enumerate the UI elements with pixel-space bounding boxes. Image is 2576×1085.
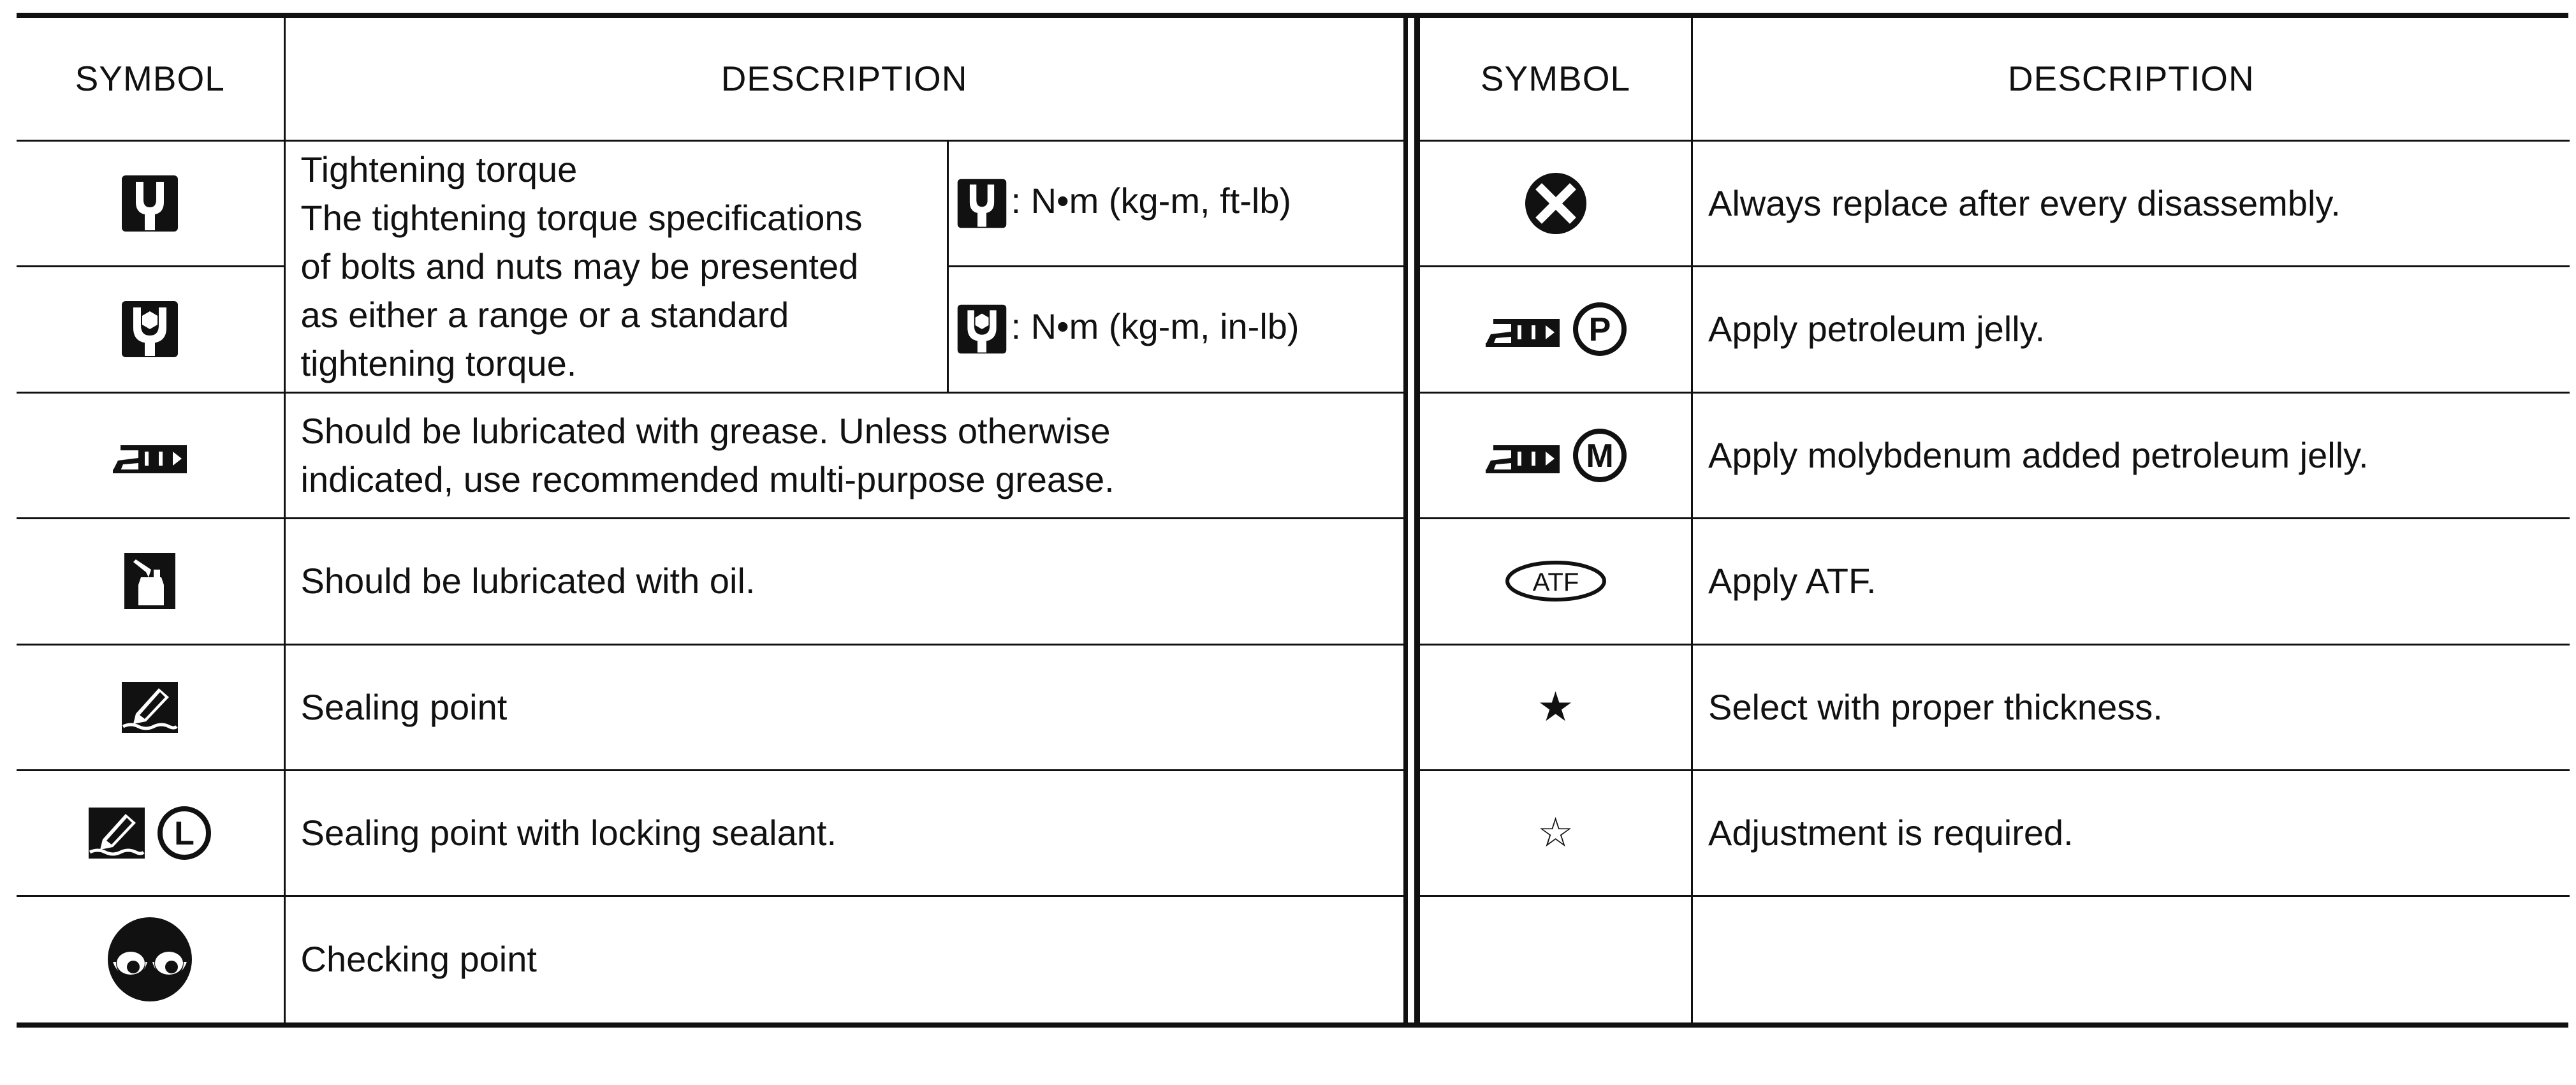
right-description-header: DESCRIPTION: [1692, 18, 2570, 140]
replace-x-icon: [1523, 170, 1589, 237]
grease-line-1: Should be lubricated with grease. Unless otherwise: [300, 410, 1111, 451]
star-outline-icon: ☆: [1419, 770, 1692, 896]
torque-wrench-nut-icon: [121, 300, 179, 358]
molybdenum-letter-icon: [1572, 427, 1628, 483]
replace-icon-cell: [1419, 140, 1692, 266]
checking-description: Checking point: [284, 896, 1404, 1022]
sealing-locking-description: Sealing point with locking sealant.: [284, 770, 1404, 896]
grease-gun-icon-cell: [17, 392, 284, 518]
grease-gun-p-icon: [1483, 311, 1562, 347]
locking-letter-icon: [156, 805, 212, 861]
left-symbol-table: [17, 18, 1405, 1022]
molybdenum-icon-cell: [1419, 392, 1692, 518]
table-row: [1419, 140, 2570, 266]
checking-icon-cell: [17, 896, 284, 1022]
atf-icon-cell: [1419, 518, 1692, 644]
table-row: [17, 518, 1404, 644]
right-symbol-table: [1418, 18, 2570, 1022]
torque-wrench-nut-small-icon: [956, 304, 1007, 355]
atf-icon: [1504, 559, 1608, 603]
svg-text:M: M: [1586, 437, 1614, 475]
svg-text:P: P: [1588, 311, 1611, 348]
right-symbol-header: SYMBOL: [1419, 18, 1692, 140]
left-symbol-header: SYMBOL: [17, 18, 284, 140]
table-row: [1419, 770, 2570, 896]
right-header-row: [1419, 18, 2570, 140]
torque-line-4: as either a range or a standard: [300, 294, 789, 335]
svg-text:ATF: ATF: [1532, 568, 1579, 596]
torque-unit-ft-lb: [948, 140, 1404, 266]
torque-line-5: tightening torque.: [300, 343, 577, 383]
table-row: [1419, 644, 2570, 770]
column-divider: [1404, 18, 1418, 1022]
table-row: [17, 392, 1404, 518]
sealing-point-locking-icon: [87, 806, 146, 860]
left-header-row: [17, 18, 1404, 140]
atf-description: Apply ATF.: [1692, 518, 2570, 644]
petroleum-description: Apply petroleum jelly.: [1692, 266, 2570, 392]
checking-eyes-icon: [105, 915, 194, 1004]
petroleum-letter-icon: [1572, 301, 1628, 357]
torque-line-1: Tightening torque: [300, 149, 578, 189]
unit-ft-label: : N•m (kg-m, ft-lb): [1011, 180, 1292, 221]
thickness-description: Select with proper thickness.: [1692, 644, 2570, 770]
oil-can-icon: [123, 552, 177, 610]
svg-text:L: L: [174, 815, 195, 852]
table-row: [1419, 266, 2570, 392]
table-row: [17, 770, 1404, 896]
grease-gun-icon: [110, 438, 189, 473]
adjustment-description: Adjustment is required.: [1692, 770, 2570, 896]
table-row: [17, 896, 1404, 1022]
grease-description: [284, 392, 1404, 518]
petroleum-icon-cell: [1419, 266, 1692, 392]
table-row: [17, 644, 1404, 770]
oil-can-icon-cell: [17, 518, 284, 644]
torque-wrench-icon: [121, 174, 179, 233]
replace-description: Always replace after every disassembly.: [1692, 140, 2570, 266]
torque-wrench-icon-cell: [17, 140, 284, 266]
table-row: [1419, 518, 2570, 644]
oil-description: Should be lubricated with oil.: [284, 518, 1404, 644]
left-description-header: DESCRIPTION: [284, 18, 1404, 140]
table-row: [1419, 896, 2570, 1022]
grease-line-2: indicated, use recommended multi-purpose grease.: [300, 459, 1115, 499]
torque-wrench-nut-icon-cell: [17, 266, 284, 392]
molybdenum-description: Apply molybdenum added petroleum jelly.: [1692, 392, 2570, 518]
torque-unit-in-lb: [948, 266, 1404, 392]
empty-symbol-cell: [1419, 896, 1692, 1022]
table-row: [17, 140, 1404, 266]
sealing-point-icon-cell: [17, 644, 284, 770]
torque-wrench-small-icon: [956, 178, 1007, 229]
star-filled-icon: ★: [1419, 644, 1692, 770]
sealing-point-icon: [121, 681, 179, 734]
unit-in-label: : N•m (kg-m, in-lb): [1011, 306, 1299, 346]
torque-line-3: of bolts and nuts may be presented: [300, 246, 859, 286]
top-rule: [17, 13, 2568, 18]
table-row: [1419, 392, 2570, 518]
sealing-locking-icon-cell: [17, 770, 284, 896]
torque-line-2: The tightening torque specifications: [300, 197, 863, 238]
sealing-description: Sealing point: [284, 644, 1404, 770]
bottom-rule: [17, 1022, 2568, 1028]
grease-gun-m-icon: [1483, 438, 1562, 473]
empty-description-cell: [1692, 896, 2570, 1022]
torque-description: [284, 140, 948, 392]
